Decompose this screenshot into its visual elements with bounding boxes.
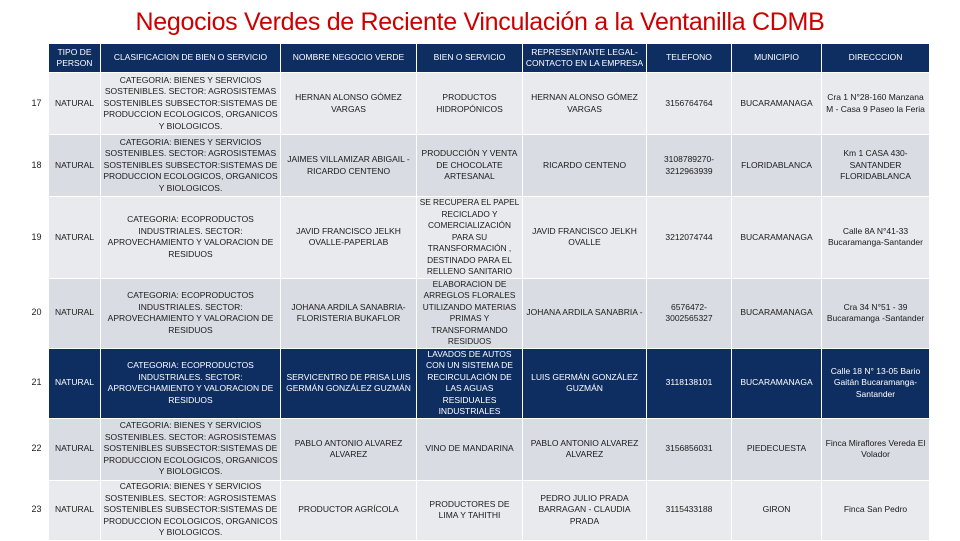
cell-representante: JAVID FRANCISCO JELKH OVALLE <box>523 197 647 279</box>
cell-nombre: JOHANA ARDILA SANABRIA- FLORISTERIA BUKAFLOR <box>281 279 417 349</box>
header-tipo: TIPO DE PERSON <box>49 44 101 73</box>
table-row <box>25 481 930 541</box>
cell-municipio: BUCARAMANAGA <box>732 197 822 279</box>
cell-representante: HERNAN ALONSO GÓMEZ VARGAS <box>523 73 647 135</box>
page-title: Negocios Verdes de Reciente Vinculación a la Ventanilla CDMB <box>135 8 825 36</box>
cell-direccion: Finca Miraflores Vereda El Volador <box>822 419 930 481</box>
cell-tipo: NATURAL <box>49 481 101 541</box>
cell-bien: LAVADOS DE AUTOS CON UN SISTEMA DE RECIRCULACIÓN DE LAS AGUAS RESIDUALES INDUSTRIALES <box>417 349 523 419</box>
table-row <box>25 419 930 481</box>
cell-nombre: PRODUCTOR AGRÍCOLA <box>281 481 417 541</box>
cell-municipio: FLORIDABLANCA <box>732 135 822 197</box>
row-number: 17 <box>25 73 49 135</box>
cell-tipo: NATURAL <box>49 73 101 135</box>
row-number: 19 <box>25 197 49 279</box>
cell-clasificacion: CATEGORIA: BIENES Y SERVICIOS SOSTENIBLES. SECTOR: AGROSISTEMAS SOSTENIBLES SUBSECTOR:SISTEMAS DE PRODUCCION ECOLOGICOS, ORGANICOS Y BIOLOGICOS. <box>101 419 281 481</box>
cell-tipo: NATURAL <box>49 135 101 197</box>
header-bien: BIEN O SERVICIO <box>417 44 523 73</box>
table-row <box>25 349 930 419</box>
cell-telefono: 3156856031 <box>647 419 732 481</box>
cell-municipio: PIEDECUESTA <box>732 419 822 481</box>
negocios-table <box>25 44 930 541</box>
cell-tipo: NATURAL <box>49 419 101 481</box>
header-num <box>25 44 49 73</box>
table-row <box>25 135 930 197</box>
cell-direccion: Cra 34 N°51 - 39 Bucaramanga -Santander <box>822 279 930 349</box>
cell-nombre: JAIMES VILLAMIZAR ABIGAIL - RICARDO CENTENO <box>281 135 417 197</box>
cell-tipo: NATURAL <box>49 197 101 279</box>
cell-clasificacion: CATEGORIA: BIENES Y SERVICIOS SOSTENIBLES. SECTOR: AGROSISTEMAS SOSTENIBLES SUBSECTOR:SISTEMAS DE PRODUCCION ECOLOGICOS, ORGANICOS Y BIOLOGICOS. <box>101 73 281 135</box>
cell-nombre: PABLO ANTONIO ALVAREZ ALVAREZ <box>281 419 417 481</box>
cell-nombre: HERNAN ALONSO GÓMEZ VARGAS <box>281 73 417 135</box>
table-row <box>25 197 930 279</box>
table-row <box>25 73 930 135</box>
cell-direccion: Cra 1 N°28-160 Manzana M - Casa 9 Paseo la Feria <box>822 73 930 135</box>
cell-representante: JOHANA ARDILA SANABRIA - <box>523 279 647 349</box>
header-clasificacion: CLASIFICACION DE BIEN O SERVICIO <box>101 44 281 73</box>
cell-clasificacion: CATEGORIA: BIENES Y SERVICIOS SOSTENIBLES. SECTOR: AGROSISTEMAS SOSTENIBLES SUBSECTOR:SISTEMAS DE PRODUCCION ECOLOGICOS, ORGANICOS Y BIOLOGICOS. <box>101 481 281 541</box>
cell-bien: VINO DE MANDARINA <box>417 419 523 481</box>
cell-direccion: Km 1 CASA 430- SANTANDER FLORIDABLANCA <box>822 135 930 197</box>
header-municipio: MUNICIPIO <box>732 44 822 73</box>
cell-nombre: SERVICENTRO DE PRISA LUIS GERMÁN GONZÁLEZ GUZMÁN <box>281 349 417 419</box>
cell-representante: RICARDO CENTENO <box>523 135 647 197</box>
cell-tipo: NATURAL <box>49 279 101 349</box>
cell-telefono: 3118138101 <box>647 349 732 419</box>
cell-clasificacion: CATEGORIA: ECOPRODUCTOS INDUSTRIALES. SECTOR: APROVECHAMIENTO Y VALORACION DE RESIDUOS <box>101 349 281 419</box>
cell-tipo: NATURAL <box>49 349 101 419</box>
cell-representante: PABLO ANTONIO ALVAREZ ALVAREZ <box>523 419 647 481</box>
cell-municipio: BUCARAMANAGA <box>732 349 822 419</box>
header-telefono: TELEFONO <box>647 44 732 73</box>
cell-direccion: Calle 18 N° 13-05 Bario Gaitán Bucaramanga- Santander <box>822 349 930 419</box>
row-number: 18 <box>25 135 49 197</box>
cell-bien: ELABORACION DE ARREGLOS FLORALES UTILIZANDO MATERIAS PRIMAS Y TRANSFORMANDO RESIDUOS <box>417 279 523 349</box>
cell-telefono: 3108789270-3212963939 <box>647 135 732 197</box>
cell-representante: PEDRO JULIO PRADA BARRAGAN - CLAUDIA PRADA <box>523 481 647 541</box>
cell-direccion: Finca San Pedro <box>822 481 930 541</box>
header-row <box>25 44 930 73</box>
cell-municipio: GIRON <box>732 481 822 541</box>
cell-bien: PRODUCTORES DE LIMA Y TAHITHI <box>417 481 523 541</box>
cell-telefono: 3212074744 <box>647 197 732 279</box>
cell-telefono: 6576472-3002565327 <box>647 279 732 349</box>
cell-clasificacion: CATEGORIA: ECOPRODUCTOS INDUSTRIALES. SECTOR: APROVECHAMIENTO Y VALORACION DE RESIDUOS <box>101 197 281 279</box>
row-number: 22 <box>25 419 49 481</box>
cell-clasificacion: CATEGORIA: BIENES Y SERVICIOS SOSTENIBLES. SECTOR: AGROSISTEMAS SOSTENIBLES SUBSECTOR:SISTEMAS DE PRODUCCION ECOLOGICOS, ORGANICOS Y BIOLOGICOS. <box>101 135 281 197</box>
row-number: 20 <box>25 279 49 349</box>
cell-municipio: BUCARAMANAGA <box>732 73 822 135</box>
table-row <box>25 279 930 349</box>
header-representante: REPRESENTANTE LEGAL- CONTACTO EN LA EMPRESA <box>523 44 647 73</box>
cell-bien: PRODUCCIÓN Y VENTA DE CHOCOLATE ARTESANAL <box>417 135 523 197</box>
row-number: 23 <box>25 481 49 541</box>
cell-municipio: BUCARAMANAGA <box>732 279 822 349</box>
header-direccion: DIRECCCION <box>822 44 930 73</box>
cell-bien: SE RECUPERA EL PAPEL RECICLADO Y COMERCIALIZACIÓN PARA SU TRANSFORMACIÓN , DESTINADO PARA EL RELLENO SANITARIO <box>417 197 523 279</box>
cell-telefono: 3156764764 <box>647 73 732 135</box>
row-number: 21 <box>25 349 49 419</box>
header-nombre: NOMBRE NEGOCIO VERDE <box>281 44 417 73</box>
cell-telefono: 3115433188 <box>647 481 732 541</box>
cell-nombre: JAVID FRANCISCO JELKH OVALLE-PAPERLAB <box>281 197 417 279</box>
cell-direccion: Calle 8A N°41-33 Bucaramanga-Santander <box>822 197 930 279</box>
cell-bien: PRODUCTOS HIDROPÓNICOS <box>417 73 523 135</box>
cell-clasificacion: CATEGORIA: ECOPRODUCTOS INDUSTRIALES. SECTOR: APROVECHAMIENTO Y VALORACION DE RESIDUOS <box>101 279 281 349</box>
cell-representante: LUIS GERMÁN GONZÁLEZ GUZMÁN <box>523 349 647 419</box>
